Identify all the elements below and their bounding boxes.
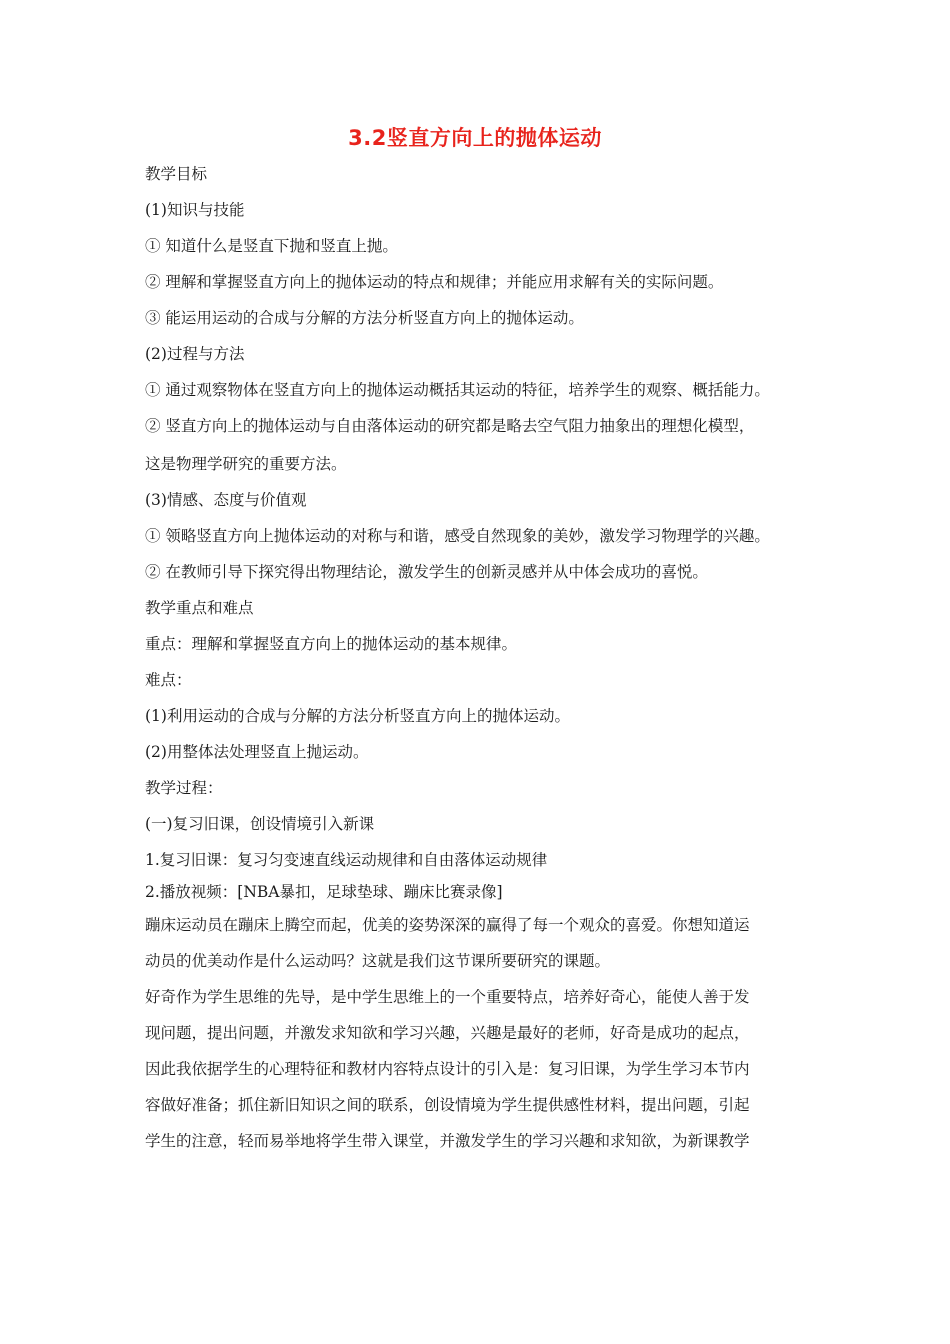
list-item: ② 竖直方向上的抛体运动与自由落体运动的研究都是略去空气阻力抽象出的理想化模型，: [145, 417, 755, 435]
subsection-heading: (一)复习旧课，创设情境引入新课: [145, 815, 375, 833]
document-body: [145, 160, 825, 1162]
list-item: ③ 能运用运动的合成与分解的方法分析竖直方向上的抛体运动。: [145, 309, 584, 327]
key-point-text: 重点：理解和掌握竖直方向上的抛体运动的基本规律。: [145, 635, 518, 653]
section-heading-process: 教学过程：: [145, 779, 223, 797]
paragraph-line: 现问题，提出问题，并激发求知欲和学习兴趣，兴趣是最好的老师，好奇是成功的起点，: [145, 1024, 750, 1042]
section-heading-key-points: 教学重点和难点: [145, 599, 254, 617]
list-item: (2)用整体法处理竖直上抛运动。: [145, 743, 369, 761]
paragraph-line: 好奇作为学生思维的先导，是中学生思维上的一个重要特点，培养好奇心，能使人善于发: [145, 988, 750, 1006]
document-title: 3.2竖直方向上的抛体运动: [348, 126, 602, 150]
subsection-heading: (1)知识与技能: [145, 201, 245, 219]
list-item: ① 通过观察物体在竖直方向上的抛体运动概括其运动的特征，培养学生的观察、概括能力。: [145, 381, 770, 399]
list-item: ② 理解和掌握竖直方向上的抛体运动的特点和规律；并能应用求解有关的实际问题。: [145, 273, 724, 291]
subsection-heading: (2)过程与方法: [145, 345, 245, 363]
paragraph-line: 容做好准备；抓住新旧知识之间的联系，创设情境为学生提供感性材料，提出问题，引起: [145, 1096, 750, 1114]
list-item: ① 领略竖直方向上抛体运动的对称与和谐，感受自然现象的美妙，激发学习物理学的兴趣。: [145, 527, 770, 545]
list-item: (1)利用运动的合成与分解的方法分析竖直方向上的抛体运动。: [145, 707, 570, 725]
list-item: 2.播放视频：[NBA暴扣，足球垫球、蹦床比赛录像]: [145, 883, 503, 901]
list-item-continuation: 这是物理学研究的重要方法。: [145, 455, 347, 473]
paragraph-line: 因此我依据学生的心理特征和教材内容特点设计的引入是：复习旧课，为学生学习本节内: [145, 1060, 750, 1078]
paragraph-line: 蹦床运动员在蹦床上腾空而起，优美的姿势深深的赢得了每一个观众的喜爱。你想知道运: [145, 916, 750, 934]
difficulty-label: 难点：: [145, 671, 192, 689]
list-item: 1.复习旧课：复习匀变速直线运动规律和自由落体运动规律: [145, 851, 548, 869]
paragraph-line: 动员的优美动作是什么运动吗？这就是我们这节课所要研究的课题。: [145, 952, 611, 970]
list-item: ② 在教师引导下探究得出物理结论，激发学生的创新灵感并从中体会成功的喜悦。: [145, 563, 708, 581]
list-item: ① 知道什么是竖直下抛和竖直上抛。: [145, 237, 398, 255]
section-heading-objectives: 教学目标: [145, 165, 208, 183]
subsection-heading: (3)情感、态度与价值观: [145, 491, 307, 509]
paragraph-line: 学生的注意，轻而易举地将学生带入课堂，并激发学生的学习兴趣和求知欲，为新课教学: [145, 1132, 750, 1150]
